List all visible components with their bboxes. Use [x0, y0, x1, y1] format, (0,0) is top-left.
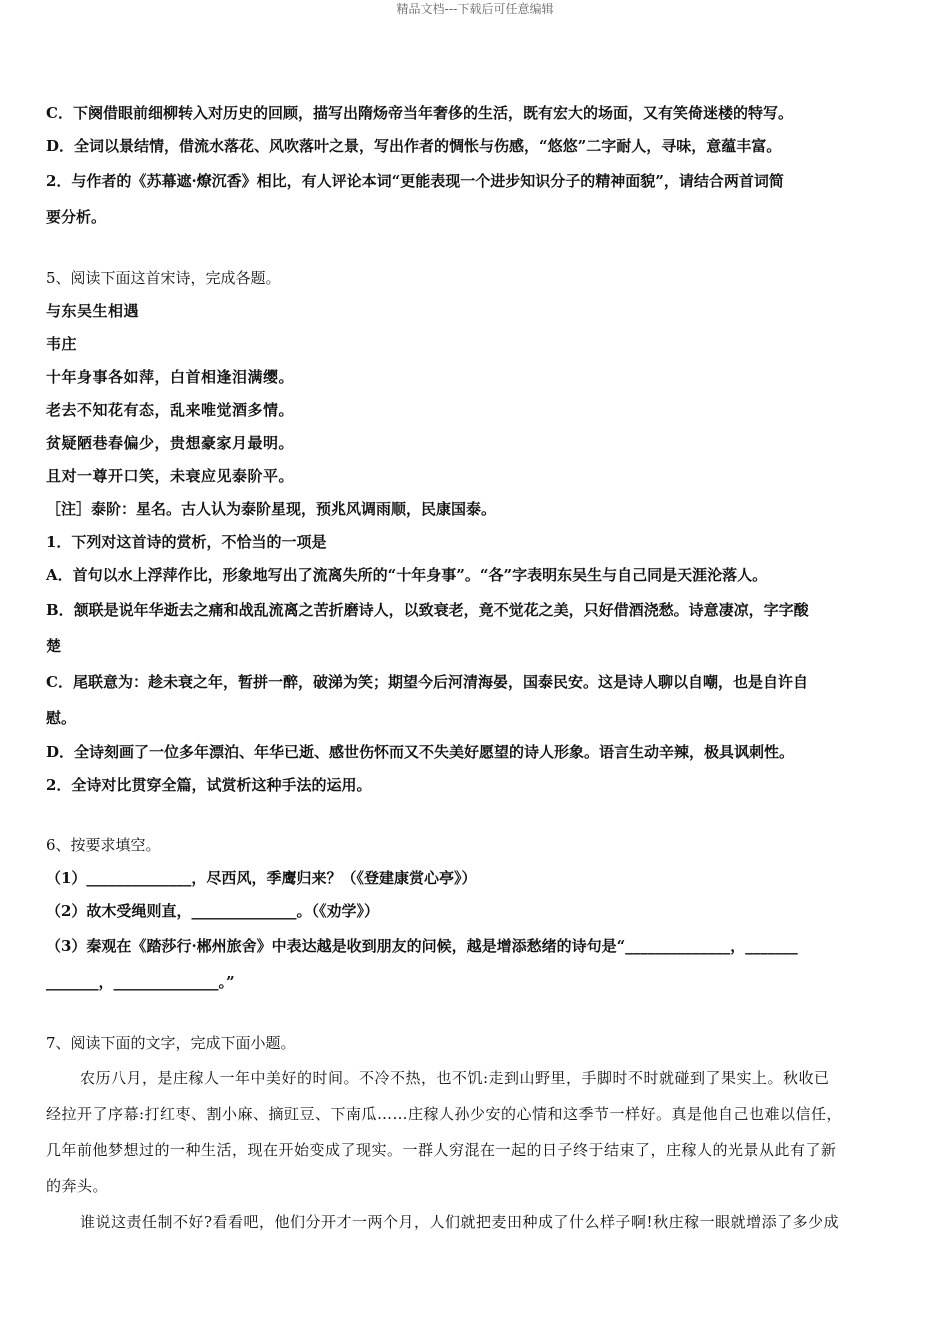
paragraph-1-line-2: 经拉开了序幕:打红枣、割小麻、摘豇豆、下南瓜……庄稼人孙少安的心情和这季节一样好。真是他自己也难以信任， [46, 1105, 843, 1123]
question-2: 2．全诗对比贯穿全篇，试赏析这种手法的运用。 [46, 776, 372, 794]
paragraph-1-line-3: 几年前他梦想过的一种生活，现在开始变成了现实。一群人穷混在一起的日子终于结束了，庄稼人的光景从此有了新 [46, 1141, 837, 1159]
section-5-heading: 5、阅读下面这首宋诗，完成各题。 [46, 269, 281, 287]
option-c: C．下阕借眼前细柳转入对历史的回顾，描写出隋炀帝当年奢侈的生活，既有宏大的场面，又有笑倚迷楼的特写。 [46, 104, 793, 122]
fill-item-2: （2）故木受绳则直，______________。（《劝学》） [46, 902, 379, 920]
question-2-line-2: 要分析。 [46, 208, 107, 226]
paragraph-1-line-4: 的奔头。 [46, 1177, 109, 1195]
document-body [46, 97, 904, 1240]
option-d: D．全词以景结情，借流水落花、风吹落叶之景，写出作者的惆怅与伤感，“悠悠”二字耐人，寻味，意蕴丰富。 [46, 137, 782, 155]
option-b-line-1: B．颔联是说年华逝去之痛和战乱流离之苦折磨诗人，以致衰老，竟不觉花之美，只好借酒浇愁。诗意凄凉，字字酸 [46, 601, 809, 619]
fill-item-1: （1）______________，尽西风，季鹰归来？（《登建康赏心亭》） [46, 869, 477, 887]
poem-line-2: 老去不知花有态，乱来唯觉酒多情。 [46, 401, 295, 419]
section-7-heading: 7、阅读下面的文字，完成下面小题。 [46, 1034, 296, 1052]
question-1: 1．下列对这首诗的赏析，不恰当的一项是 [46, 533, 327, 551]
option-d-2: D．全诗刻画了一位多年漂泊、年华已逝、感世伤怀而又不失美好愿望的诗人形象。语言生动辛辣，极具讽刺性。 [46, 743, 795, 761]
poem-line-1: 十年身事各如萍，白首相逢泪满缨。 [46, 368, 295, 386]
option-c-line-1: C．尾联意为：趁未衰之年，暂拼一醉，破涕为笑；期望今后河清海晏，国泰民安。这是诗人聊以自嘲，也是自许自 [46, 673, 808, 691]
paragraph-2-line-1: 谁说这责任制不好?看看吧，他们分开才一两个月，人们就把麦田种成了什么样子啊!秋庄稼一眼就增添了多少成 [80, 1213, 840, 1231]
poem-note: ［注］泰阶：星名。古人认为泰阶星现，预兆风调雨顺，民康国泰。 [46, 500, 497, 518]
option-a: A．首句以水上浮萍作比，形象地写出了流离失所的“十年身事”。“各”字表明东吴生与自己同是天涯沦落人。 [46, 566, 768, 584]
fill-item-3-line-2: _______，______________。” [46, 973, 235, 991]
fill-item-3-line-1: （3）秦观在《踏莎行·郴州旅舍》中表达越是收到朋友的问候，越是增添愁绪的诗句是“______________，_______ [46, 937, 798, 955]
page-header: 精品文档---下载后可任意编辑 [396, 2, 554, 16]
paragraph-1-line-1: 农历八月，是庄稼人一年中美好的时间。不冷不热，也不饥:走到山野里，手脚时不时就碰到了果实上。秋收已 [80, 1069, 830, 1087]
section-6-heading: 6、按要求填空。 [46, 836, 161, 854]
poem-line-3: 贫疑陋巷春偏少，贵想豪家月最明。 [46, 434, 295, 452]
poem-title: 与东吴生相遇 [46, 302, 140, 320]
question-2-line-1: 2．与作者的《苏幕遮·燎沉香》相比，有人评论本词“更能表现一个进步知识分子的精神面貌”，请结合两首词简 [46, 172, 784, 190]
poem-line-4: 且对一尊开口笑，未衰应见泰阶平。 [46, 467, 295, 485]
poem-author: 韦庄 [46, 335, 78, 353]
option-c-line-2: 慰。 [46, 709, 77, 727]
option-b-line-2: 楚 [46, 637, 62, 655]
